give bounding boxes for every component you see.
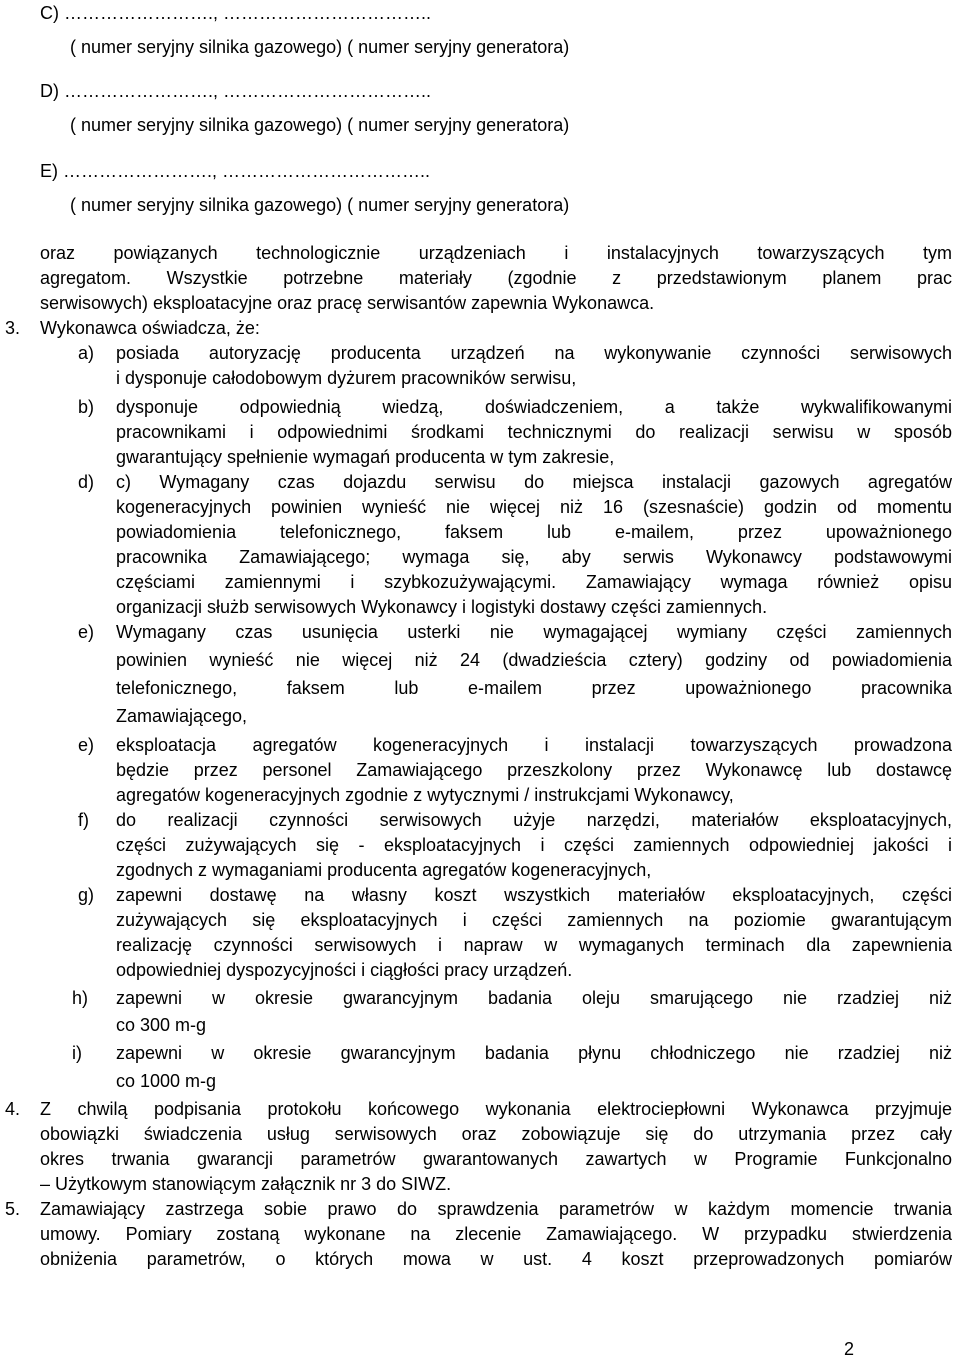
sub-item-letter: g) (78, 885, 95, 905)
intro-line: oraz powiązanych technologicznie urządzeniach i instalacyjnych towarzyszących tym (40, 243, 952, 263)
serial-caption-d: ( numer seryjny silnika gazowego) ( numer seryjny generatora) (70, 115, 570, 135)
sub-item-line: kogeneracyjnych powinien wynieść nie więcej niż 16 (szesnaście) godzin od momentu (116, 497, 952, 517)
serial-line-c: C) ……………………., …………………………….. (40, 3, 431, 23)
item-number: 5. (5, 1199, 21, 1219)
sub-item-line: częściami zamiennymi i szybkozużywającymi. Zamawiający wymaga również opisu (116, 572, 952, 592)
sub-item-letter: d) (78, 472, 95, 492)
sub-item-letter: a) (78, 343, 95, 363)
serial-caption-e: ( numer seryjny silnika gazowego) ( numer seryjny generatora) (70, 195, 570, 215)
sub-item-letter: h) (72, 988, 89, 1008)
sub-item-line: i dysponuje całodobowym dyżurem pracowników serwisu, (116, 368, 577, 388)
sub-item-line: pracownikami i odpowiednimi środkami technicznymi do realizacji serwisu w sposób (116, 422, 952, 442)
intro-line: agregatom. Wszystkie potrzebne materiały (zgodnie z przedstawionym planem prac (40, 268, 952, 288)
page-number: 2 (844, 1339, 855, 1359)
sub-item-line: dysponuje odpowiednią wiedzą, doświadczeniem, a także wykwalifikowanymi (116, 397, 952, 417)
sub-item-line: pracownika Zamawiającego; wymaga się, aby serwis Wykonawcy podstawowymi (116, 547, 952, 567)
sub-item-line: realizację czynności serwisowych i napraw w wymaganych terminach dla zapewnienia (116, 935, 952, 955)
sub-item-line: odpowiedniej dyspozycyjności i ciągłości pracy urządzeń. (116, 960, 573, 980)
sub-item-line: części zużywających się - eksploatacyjnych i części zamiennych odpowiedniej jakości i (116, 835, 952, 855)
item5-line: umowy. Pomiary zostaną wykonane na zlecenie Zamawiającego. W przypadku stwierdzenia (40, 1224, 952, 1244)
sub-item-line: powiadomienia telefonicznego, faksem lub e-mailem, przez upoważnionego (116, 522, 952, 542)
sub-item-line: agregatów kogeneracyjnych zgodnie z wytycznymi / instrukcjami Wykonawcy, (116, 785, 734, 805)
sub-item-letter: e) (78, 622, 95, 642)
item5-line: Zamawiający zastrzega sobie prawo do sprawdzenia parametrów w każdym momencie trwania (40, 1199, 952, 1219)
sub-item-line: zapewni w okresie gwarancyjnym badania płynu chłodniczego nie rzadziej niż (116, 1043, 952, 1063)
sub-item-line: zapewni w okresie gwarancyjnym badania oleju smarującego nie rzadziej niż (116, 988, 952, 1008)
item-heading: Wykonawca oświadcza, że: (40, 318, 260, 338)
sub-item-line: Wymagany czas usunięcia usterki nie wymagającej wymiany części zamiennych (116, 622, 952, 642)
sub-item-line: co 300 m-g (116, 1015, 207, 1035)
sub-item-line: zużywających się eksploatacyjnych i części zamiennych na poziomie gwarantującym (116, 910, 952, 930)
serial-caption-c: ( numer seryjny silnika gazowego) ( numer seryjny generatora) (70, 37, 570, 57)
item4-line: Z chwilą podpisania protokołu końcowego wykonania elektrociepłowni Wykonawca przyjmuje (40, 1099, 952, 1119)
sub-item-letter: f) (78, 810, 89, 830)
sub-item-line: c) Wymagany czas dojazdu serwisu do miejsca instalacji gazowych agregatów (116, 472, 952, 492)
item4-line: obowiązki świadczenia usług serwisowych oraz zobowiązuje się do utrzymania przez cały (40, 1124, 952, 1144)
sub-item-line: eksploatacja agregatów kogeneracyjnych i instalacji towarzyszących prowadzona (116, 735, 952, 755)
sub-item-line: do realizacji czynności serwisowych użyje narzędzi, materiałów eksploatacyjnych, (116, 810, 952, 830)
sub-item-line: organizacji służb serwisowych Wykonawcy i logistyki dostawy części zamiennych. (116, 597, 768, 617)
sub-item-line: zapewni dostawę na własny koszt wszystkich materiałów eksploatacyjnych, części (116, 885, 952, 905)
intro-line: serwisowych) eksploatacyjne oraz pracę serwisantów zapewnia Wykonawca. (40, 293, 655, 313)
item5-line: obniżenia parametrów, o których mowa w ust. 4 koszt przeprowadzonych pomiarów (40, 1249, 952, 1269)
sub-item-line: będzie przez personel Zamawiającego przeszkolony przez Wykonawcę lub dostawcę (116, 760, 952, 780)
sub-item-letter: e) (78, 735, 95, 755)
sub-item-line: powinien wynieść nie więcej niż 24 (dwadzieścia cztery) godziny od powiadomienia (116, 650, 952, 670)
sub-item-line: Zamawiającego, (116, 706, 248, 726)
sub-item-line: telefonicznego, faksem lub e-mailem przez upoważnionego pracownika (116, 678, 952, 698)
sub-item-line: posiada autoryzację producenta urządzeń na wykonywanie czynności serwisowych (116, 343, 952, 363)
item-number: 4. (5, 1099, 21, 1119)
item4-line: okres trwania gwarancji parametrów gwarantowanych zawartych w Programie Funkcjonalno (40, 1149, 952, 1169)
sub-item-letter: i) (72, 1043, 82, 1063)
sub-item-line: co 1000 m-g (116, 1071, 217, 1091)
sub-item-line: gwarantujący spełnienie wymagań producenta w tym zakresie, (116, 447, 615, 467)
sub-item-line: zgodnych z wymaganiami producenta agregatów kogeneracyjnych, (116, 860, 652, 880)
serial-line-e: E) ……………………., …………………………….. (40, 161, 431, 181)
sub-item-letter: b) (78, 397, 95, 417)
item4-line: – Użytkowym stanowiącym załącznik nr 3 do SIWZ. (40, 1174, 452, 1194)
item-number: 3. (5, 318, 21, 338)
serial-line-d: D) ……………………., …………………………….. (40, 81, 431, 101)
